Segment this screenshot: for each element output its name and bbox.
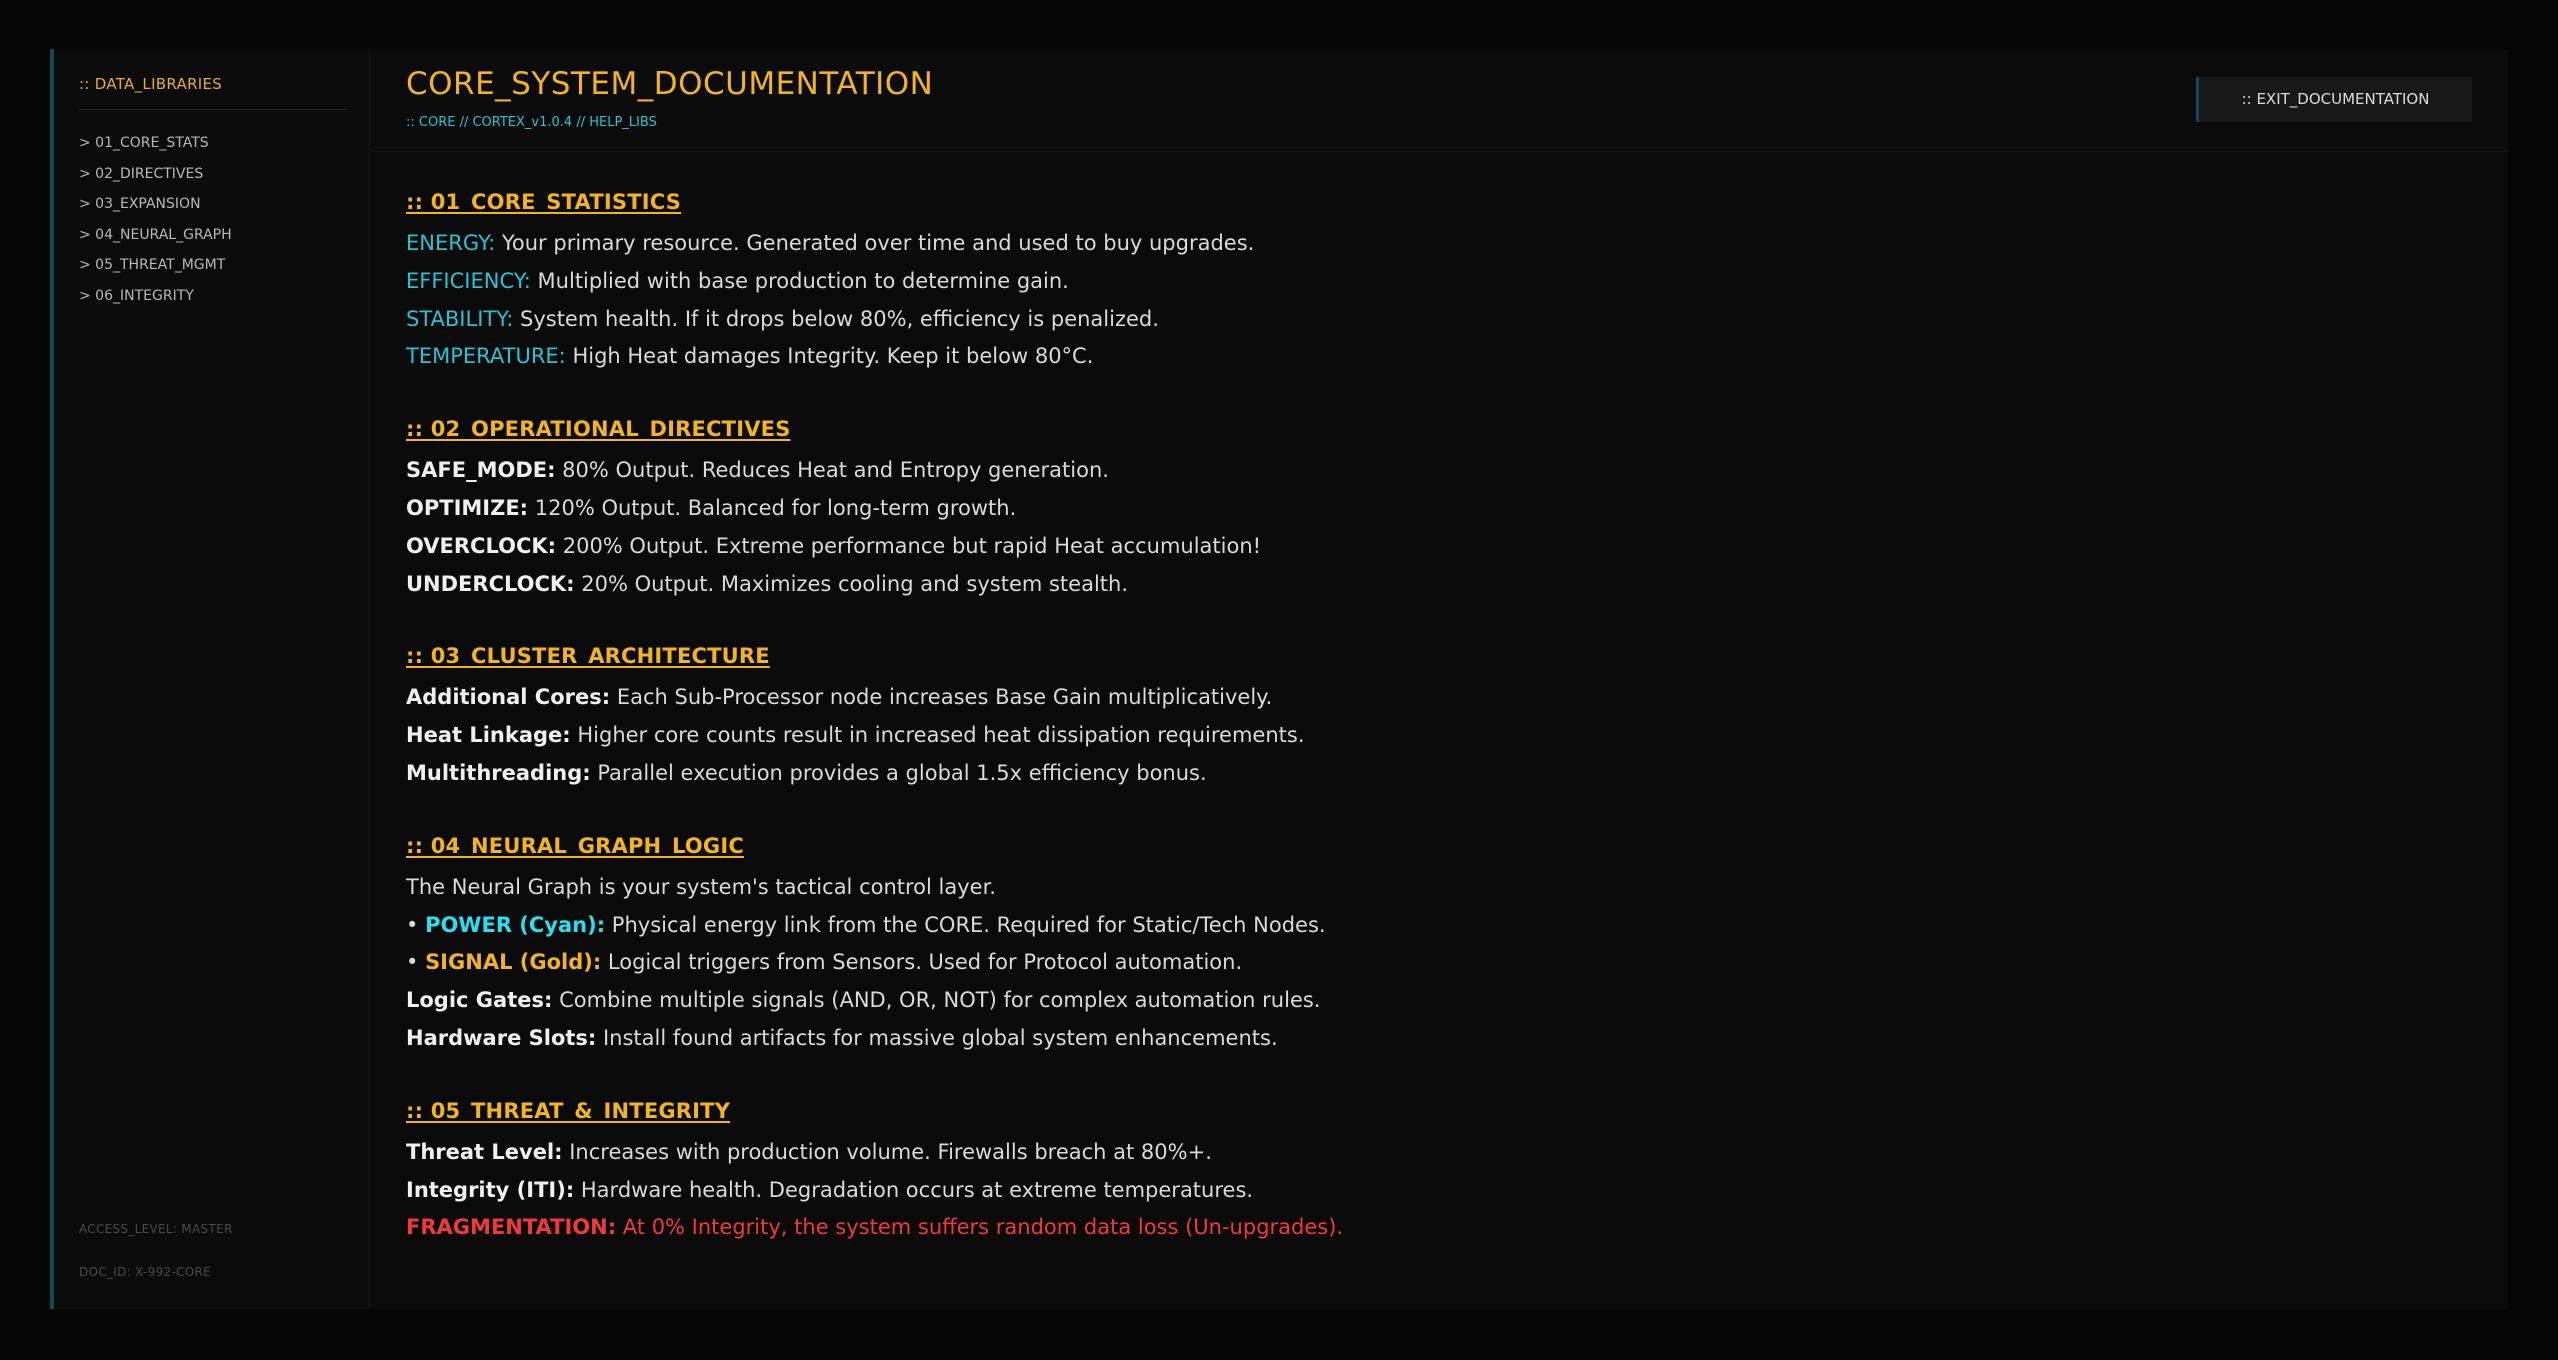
section-heading: :: 02_OPERATIONAL_DIRECTIVES: [406, 417, 791, 442]
term-efficiency: EFFICIENCY:: [406, 268, 531, 293]
definition: Logical triggers from Sensors. Used for Protocol automation.: [601, 950, 1243, 975]
definition: Combine multiple signals (AND, OR, NOT) for complex automation rules.: [552, 988, 1321, 1013]
definition: 20% Output. Maximizes cooling and system stealth.: [574, 571, 1129, 596]
doc-line: [406, 338, 1343, 376]
exit-documentation-button[interactable]: :: EXIT_DOCUMENTATION: [2196, 77, 2472, 122]
doc-line: [406, 225, 1343, 263]
term-overclock: OVERCLOCK:: [406, 533, 557, 558]
doc-line: [406, 1134, 1343, 1172]
definition: Hardware health. Degradation occurs at extreme temperatures.: [574, 1177, 1254, 1202]
definition: Physical energy link from the CORE. Required for Static/Tech Nodes.: [605, 912, 1326, 937]
definition: Your primary resource. Generated over time and used to buy upgrades.: [495, 231, 1255, 255]
sidebar-divider: [79, 109, 347, 110]
term-logic-gates: Logic Gates:: [406, 988, 553, 1013]
doc-line: [406, 1209, 1343, 1247]
definition: Parallel execution provides a global 1.5x efficiency bonus.: [590, 760, 1207, 785]
doc-line: [406, 263, 1343, 301]
term-threat-level: Threat Level:: [406, 1139, 563, 1164]
section-heading: :: 05_THREAT_&_INTEGRITY: [406, 1098, 731, 1123]
definition: 120% Output. Balanced for long-term growth.: [528, 495, 1017, 520]
access-level-label: ACCESS_LEVEL: MASTER: [79, 1222, 233, 1236]
definition: Each Sub-Processor node increases Base Gain multiplicatively.: [610, 685, 1273, 710]
doc-line: [406, 679, 1343, 717]
sidebar-item-neural-graph[interactable]: > 04_NEURAL_GRAPH: [79, 226, 232, 243]
sidebar: [54, 49, 370, 1309]
sidebar-item-directives[interactable]: > 02_DIRECTIVES: [79, 165, 204, 182]
term-underclock: UNDERCLOCK:: [406, 571, 575, 596]
page-title: CORE_SYSTEM_DOCUMENTATION: [406, 66, 934, 102]
term-integrity: Integrity (ITI):: [406, 1177, 575, 1202]
term-signal: SIGNAL (Gold):: [425, 950, 602, 975]
term-multithreading: Multithreading:: [406, 760, 591, 785]
definition: 200% Output. Extreme performance but rapid Heat accumulation!: [556, 533, 1262, 558]
bullet: •: [406, 950, 426, 975]
doc-line: [406, 490, 1343, 528]
section-heading: :: 04_NEURAL_GRAPH_LOGIC: [406, 833, 744, 858]
header: [370, 49, 2508, 152]
sidebar-item-expansion[interactable]: > 03_EXPANSION: [79, 196, 201, 212]
term-heat-linkage: Heat Linkage:: [406, 723, 571, 748]
term-stability: STABILITY:: [406, 306, 514, 331]
definition: Install found artifacts for massive global system enhancements.: [596, 1025, 1278, 1050]
doc-line: [406, 1172, 1343, 1210]
section-heading: :: 03_CLUSTER_ARCHITECTURE: [406, 644, 770, 669]
term-additional-cores: Additional Cores:: [406, 685, 611, 710]
doc-line: [406, 982, 1343, 1020]
breadcrumb: :: CORE // CORTEX_v1.0.4 // HELP_LIBS: [406, 115, 657, 130]
main-panel: [370, 49, 2508, 1309]
section-operational-directives: [406, 414, 1343, 603]
term-fragmentation: FRAGMENTATION:: [406, 1215, 617, 1240]
definition: Increases with production volume. Firewalls breach at 80%+.: [562, 1139, 1212, 1164]
definition: High Heat damages Integrity. Keep it below 80°C.: [565, 344, 1094, 369]
doc-line: [406, 452, 1343, 490]
sidebar-item-core-stats[interactable]: > 01_CORE_STATS: [79, 135, 209, 151]
sidebar-title: :: DATA_LIBRARIES: [79, 75, 223, 93]
term-temperature: TEMPERATURE:: [406, 344, 566, 369]
doc-id-label: DOC_ID: X-992-CORE: [79, 1265, 212, 1279]
term-energy: ENERGY:: [406, 231, 496, 255]
documentation-content: [406, 187, 1343, 1285]
section-neural-graph-logic: [406, 831, 1343, 1058]
term-hardware-slots: Hardware Slots:: [406, 1025, 597, 1050]
term-power: POWER (Cyan):: [425, 912, 606, 937]
doc-line: [406, 301, 1343, 339]
doc-line: [406, 528, 1343, 566]
section-cluster-architecture: [406, 641, 1343, 792]
documentation-window: [50, 49, 2508, 1309]
definition: 80% Output. Reduces Heat and Entropy generation.: [555, 458, 1109, 483]
section-threat-integrity: [406, 1096, 1343, 1247]
doc-line: [406, 717, 1343, 755]
sidebar-item-integrity[interactable]: > 06_INTEGRITY: [79, 287, 194, 304]
doc-line: [406, 566, 1343, 604]
definition: Higher core counts result in increased heat dissipation requirements.: [570, 723, 1305, 748]
bullet: •: [406, 912, 426, 937]
doc-line: [406, 755, 1343, 793]
definition: Multiplied with base production to determine gain.: [530, 268, 1069, 293]
neural-intro: The Neural Graph is your system's tactical control layer.: [406, 874, 996, 899]
sidebar-item-threat-mgmt[interactable]: > 05_THREAT_MGMT: [79, 257, 226, 273]
doc-line: [406, 944, 1343, 982]
term-optimize: OPTIMIZE:: [406, 495, 529, 520]
definition: System health. If it drops below 80%, efficiency is penalized.: [513, 306, 1159, 331]
term-safe-mode: SAFE_MODE:: [406, 458, 556, 483]
section-heading: :: 01_CORE_STATISTICS: [406, 190, 682, 214]
definition-warning: At 0% Integrity, the system suffers random data loss (Un-upgrades).: [616, 1215, 1344, 1240]
section-core-statistics: [406, 187, 1343, 376]
doc-line: [406, 907, 1343, 945]
doc-line: [406, 1020, 1343, 1058]
